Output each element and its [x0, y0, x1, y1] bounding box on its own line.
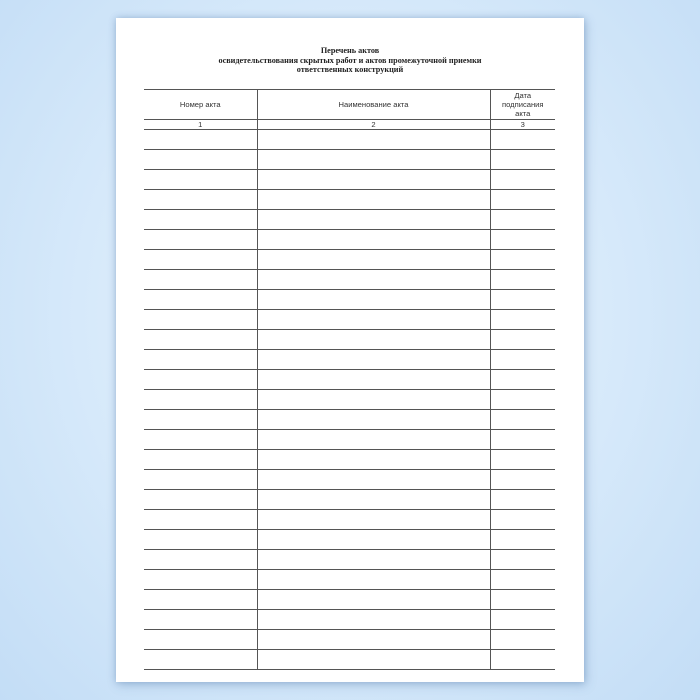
- cell-act-name: [257, 310, 490, 330]
- cell-act-name: [257, 130, 490, 150]
- table-row: [144, 550, 555, 570]
- cell-act-number: [144, 190, 257, 210]
- table-row: [144, 310, 555, 330]
- cell-act-name: [257, 470, 490, 490]
- cell-act-number: [144, 390, 257, 410]
- acts-table: [144, 89, 555, 670]
- cell-act-name: [257, 590, 490, 610]
- cell-act-name: [257, 170, 490, 190]
- table-header-row: [144, 90, 555, 120]
- cell-act-number: [144, 470, 257, 490]
- table-row: [144, 610, 555, 630]
- table-body: [144, 130, 555, 670]
- header-signing-date-line-1: Дата: [514, 91, 532, 100]
- cell-act-name: [257, 210, 490, 230]
- cell-signing-date: [490, 350, 555, 370]
- cell-signing-date: [490, 390, 555, 410]
- cell-signing-date: [490, 370, 555, 390]
- cell-signing-date: [490, 150, 555, 170]
- table-row: [144, 130, 555, 150]
- table-row: [144, 650, 555, 670]
- cell-act-number: [144, 410, 257, 430]
- table-row: [144, 490, 555, 510]
- cell-act-number: [144, 270, 257, 290]
- table-row: [144, 350, 555, 370]
- cell-act-number: [144, 450, 257, 470]
- document-page: [116, 18, 584, 682]
- cell-signing-date: [490, 630, 555, 650]
- cell-signing-date: [490, 290, 555, 310]
- cell-signing-date: [490, 550, 555, 570]
- cell-signing-date: [490, 130, 555, 150]
- cell-act-name: [257, 610, 490, 630]
- cell-act-number: [144, 170, 257, 190]
- cell-act-name: [257, 570, 490, 590]
- cell-act-number: [144, 310, 257, 330]
- table-row: [144, 430, 555, 450]
- cell-act-name: [257, 350, 490, 370]
- cell-signing-date: [490, 490, 555, 510]
- table-row: [144, 150, 555, 170]
- table-row: [144, 530, 555, 550]
- cell-act-number: [144, 510, 257, 530]
- cell-act-name: [257, 290, 490, 310]
- cell-act-number: [144, 150, 257, 170]
- table-row: [144, 290, 555, 310]
- cell-act-number: [144, 210, 257, 230]
- table-row: [144, 410, 555, 430]
- cell-signing-date: [490, 190, 555, 210]
- cell-act-name: [257, 430, 490, 450]
- table-row: [144, 510, 555, 530]
- cell-act-number: [144, 550, 257, 570]
- cell-signing-date: [490, 310, 555, 330]
- cell-act-number: [144, 530, 257, 550]
- cell-act-number: [144, 590, 257, 610]
- table-row: [144, 570, 555, 590]
- cell-signing-date: [490, 430, 555, 450]
- cell-act-name: [257, 550, 490, 570]
- cell-signing-date: [490, 650, 555, 670]
- cell-act-name: [257, 190, 490, 210]
- table-row: [144, 590, 555, 610]
- cell-act-number: [144, 330, 257, 350]
- document-title: [116, 46, 584, 75]
- cell-act-name: [257, 250, 490, 270]
- header-signing-date: [490, 90, 555, 120]
- table-row: [144, 470, 555, 490]
- table-row: [144, 450, 555, 470]
- table-row: [144, 370, 555, 390]
- cell-signing-date: [490, 510, 555, 530]
- title-line-1: Перечень актов: [320, 46, 380, 55]
- cell-act-number: [144, 290, 257, 310]
- cell-signing-date: [490, 270, 555, 290]
- table-row: [144, 250, 555, 270]
- cell-act-number: [144, 130, 257, 150]
- cell-act-number: [144, 570, 257, 590]
- cell-act-number: [144, 490, 257, 510]
- cell-act-name: [257, 410, 490, 430]
- cell-act-number: [144, 630, 257, 650]
- header-signing-date-line-2: подписания: [501, 100, 544, 109]
- cell-act-name: [257, 230, 490, 250]
- cell-act-name: [257, 150, 490, 170]
- cell-signing-date: [490, 230, 555, 250]
- cell-signing-date: [490, 410, 555, 430]
- title-line-2: освидетельствования скрытых работ и актов промежуточной приемки: [218, 55, 482, 65]
- cell-act-name: [257, 650, 490, 670]
- cell-act-name: [257, 330, 490, 350]
- cell-act-name: [257, 450, 490, 470]
- cell-act-number: [144, 430, 257, 450]
- cell-signing-date: [490, 470, 555, 490]
- cell-act-number: [144, 610, 257, 630]
- table-row: [144, 170, 555, 190]
- cell-signing-date: [490, 450, 555, 470]
- table-row: [144, 270, 555, 290]
- table-row: [144, 210, 555, 230]
- cell-act-number: [144, 350, 257, 370]
- cell-act-name: [257, 510, 490, 530]
- cell-act-name: [257, 270, 490, 290]
- cell-act-name: [257, 490, 490, 510]
- header-act-number: Номер акта: [144, 90, 257, 120]
- cell-act-number: [144, 230, 257, 250]
- cell-act-number: [144, 650, 257, 670]
- title-line-3: ответственных конструкций: [296, 65, 404, 75]
- cell-signing-date: [490, 330, 555, 350]
- cell-act-number: [144, 370, 257, 390]
- cell-act-name: [257, 630, 490, 650]
- cell-signing-date: [490, 570, 555, 590]
- cell-signing-date: [490, 590, 555, 610]
- table-row: [144, 230, 555, 250]
- cell-signing-date: [490, 530, 555, 550]
- table-row: [144, 190, 555, 210]
- cell-act-name: [257, 370, 490, 390]
- cell-signing-date: [490, 250, 555, 270]
- table-row: [144, 390, 555, 410]
- header-signing-date-line-3: акта: [515, 109, 531, 118]
- cell-signing-date: [490, 210, 555, 230]
- cell-signing-date: [490, 610, 555, 630]
- table-column-numbers-row: [144, 120, 555, 130]
- column-number-1: 1: [144, 120, 257, 130]
- cell-act-number: [144, 250, 257, 270]
- column-number-2: 2: [257, 120, 490, 130]
- cell-act-name: [257, 390, 490, 410]
- table-row: [144, 630, 555, 650]
- cell-signing-date: [490, 170, 555, 190]
- table-row: [144, 330, 555, 350]
- header-act-name: Наименование акта: [257, 90, 490, 120]
- column-number-3: 3: [490, 120, 555, 130]
- cell-act-name: [257, 530, 490, 550]
